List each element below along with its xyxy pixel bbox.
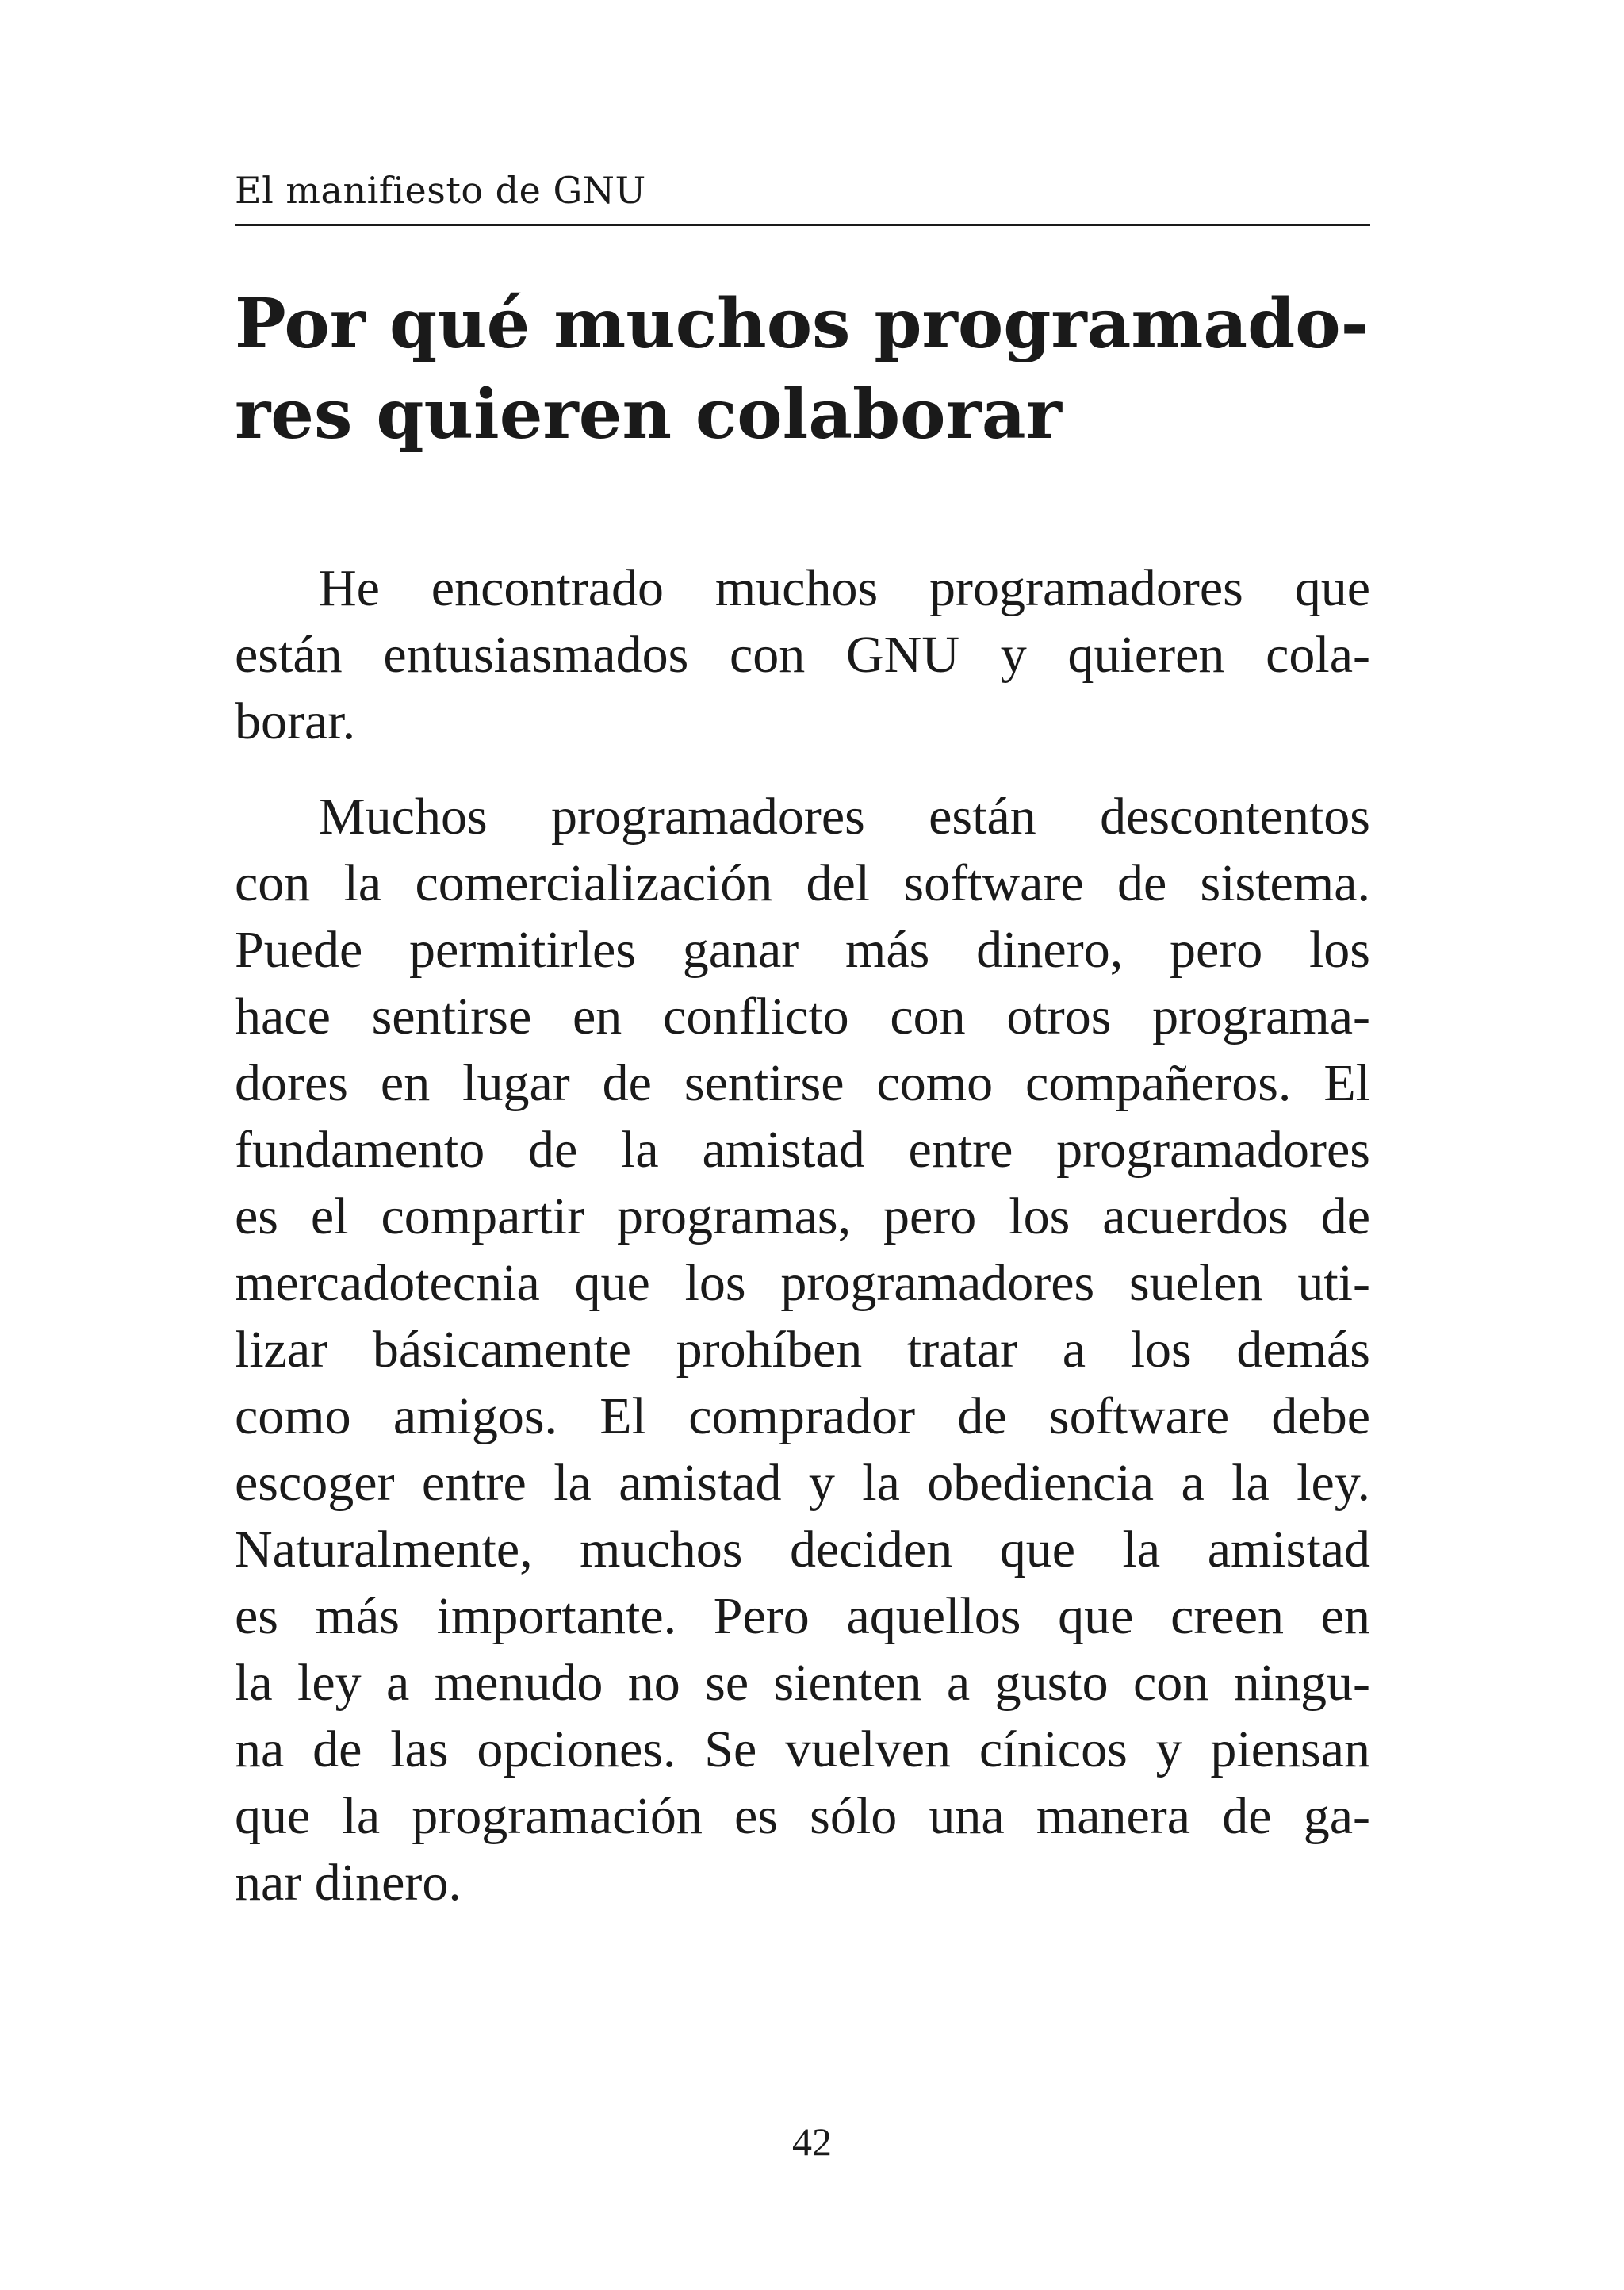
page-number: 42 xyxy=(792,2119,832,2164)
text-line: borar. xyxy=(235,692,356,750)
text-line: es el compartir programas, pero los acuerdos de xyxy=(235,1187,1370,1245)
chapter-title xyxy=(235,279,1377,460)
text-line: lizar básicamente prohíben tratar a los demás xyxy=(235,1321,1370,1379)
text-line: He encontrado muchos programadores que xyxy=(319,559,1370,617)
text-line: que la programación es sólo una manera de ga- xyxy=(235,1787,1370,1845)
header-rule xyxy=(235,224,1370,226)
text-line: Naturalmente, muchos deciden que la amistad xyxy=(235,1521,1370,1578)
body-text xyxy=(235,555,1370,1945)
text-line: es más importante. Pero aquellos que creen en xyxy=(235,1587,1370,1645)
text-line: la ley a menudo no se sienten a gusto con ningu- xyxy=(235,1654,1370,1712)
text-line: escoger entre la amistad y la obediencia a la ley. xyxy=(235,1454,1370,1512)
text-line: nar dinero. xyxy=(235,1854,462,1912)
running-header: El manifiesto de GNU xyxy=(235,169,646,212)
chapter-title-line: Por qué muchos programado- xyxy=(235,284,1369,364)
text-line: Muchos programadores están descontentos xyxy=(319,788,1370,846)
paragraph xyxy=(235,784,1370,1916)
text-line: fundamento de la amistad entre programadores xyxy=(235,1121,1370,1179)
text-line: na de las opciones. Se vuelven cínicos y piensan xyxy=(235,1720,1370,1778)
text-line: hace sentirse en conflicto con otros programa- xyxy=(235,988,1370,1045)
text-line: están entusiasmados con GNU y quieren cola- xyxy=(235,626,1370,684)
chapter-title-line: res quieren colaborar xyxy=(235,374,1062,455)
text-line: dores en lugar de sentirse como compañeros. El xyxy=(235,1054,1370,1112)
paragraph xyxy=(235,555,1370,755)
text-line: con la comercialización del software de sistema. xyxy=(235,854,1370,912)
text-line: mercadotecnia que los programadores suelen uti- xyxy=(235,1254,1370,1312)
text-line: Puede permitirles ganar más dinero, pero los xyxy=(235,921,1370,979)
text-line: como amigos. El comprador de software debe xyxy=(235,1387,1370,1445)
